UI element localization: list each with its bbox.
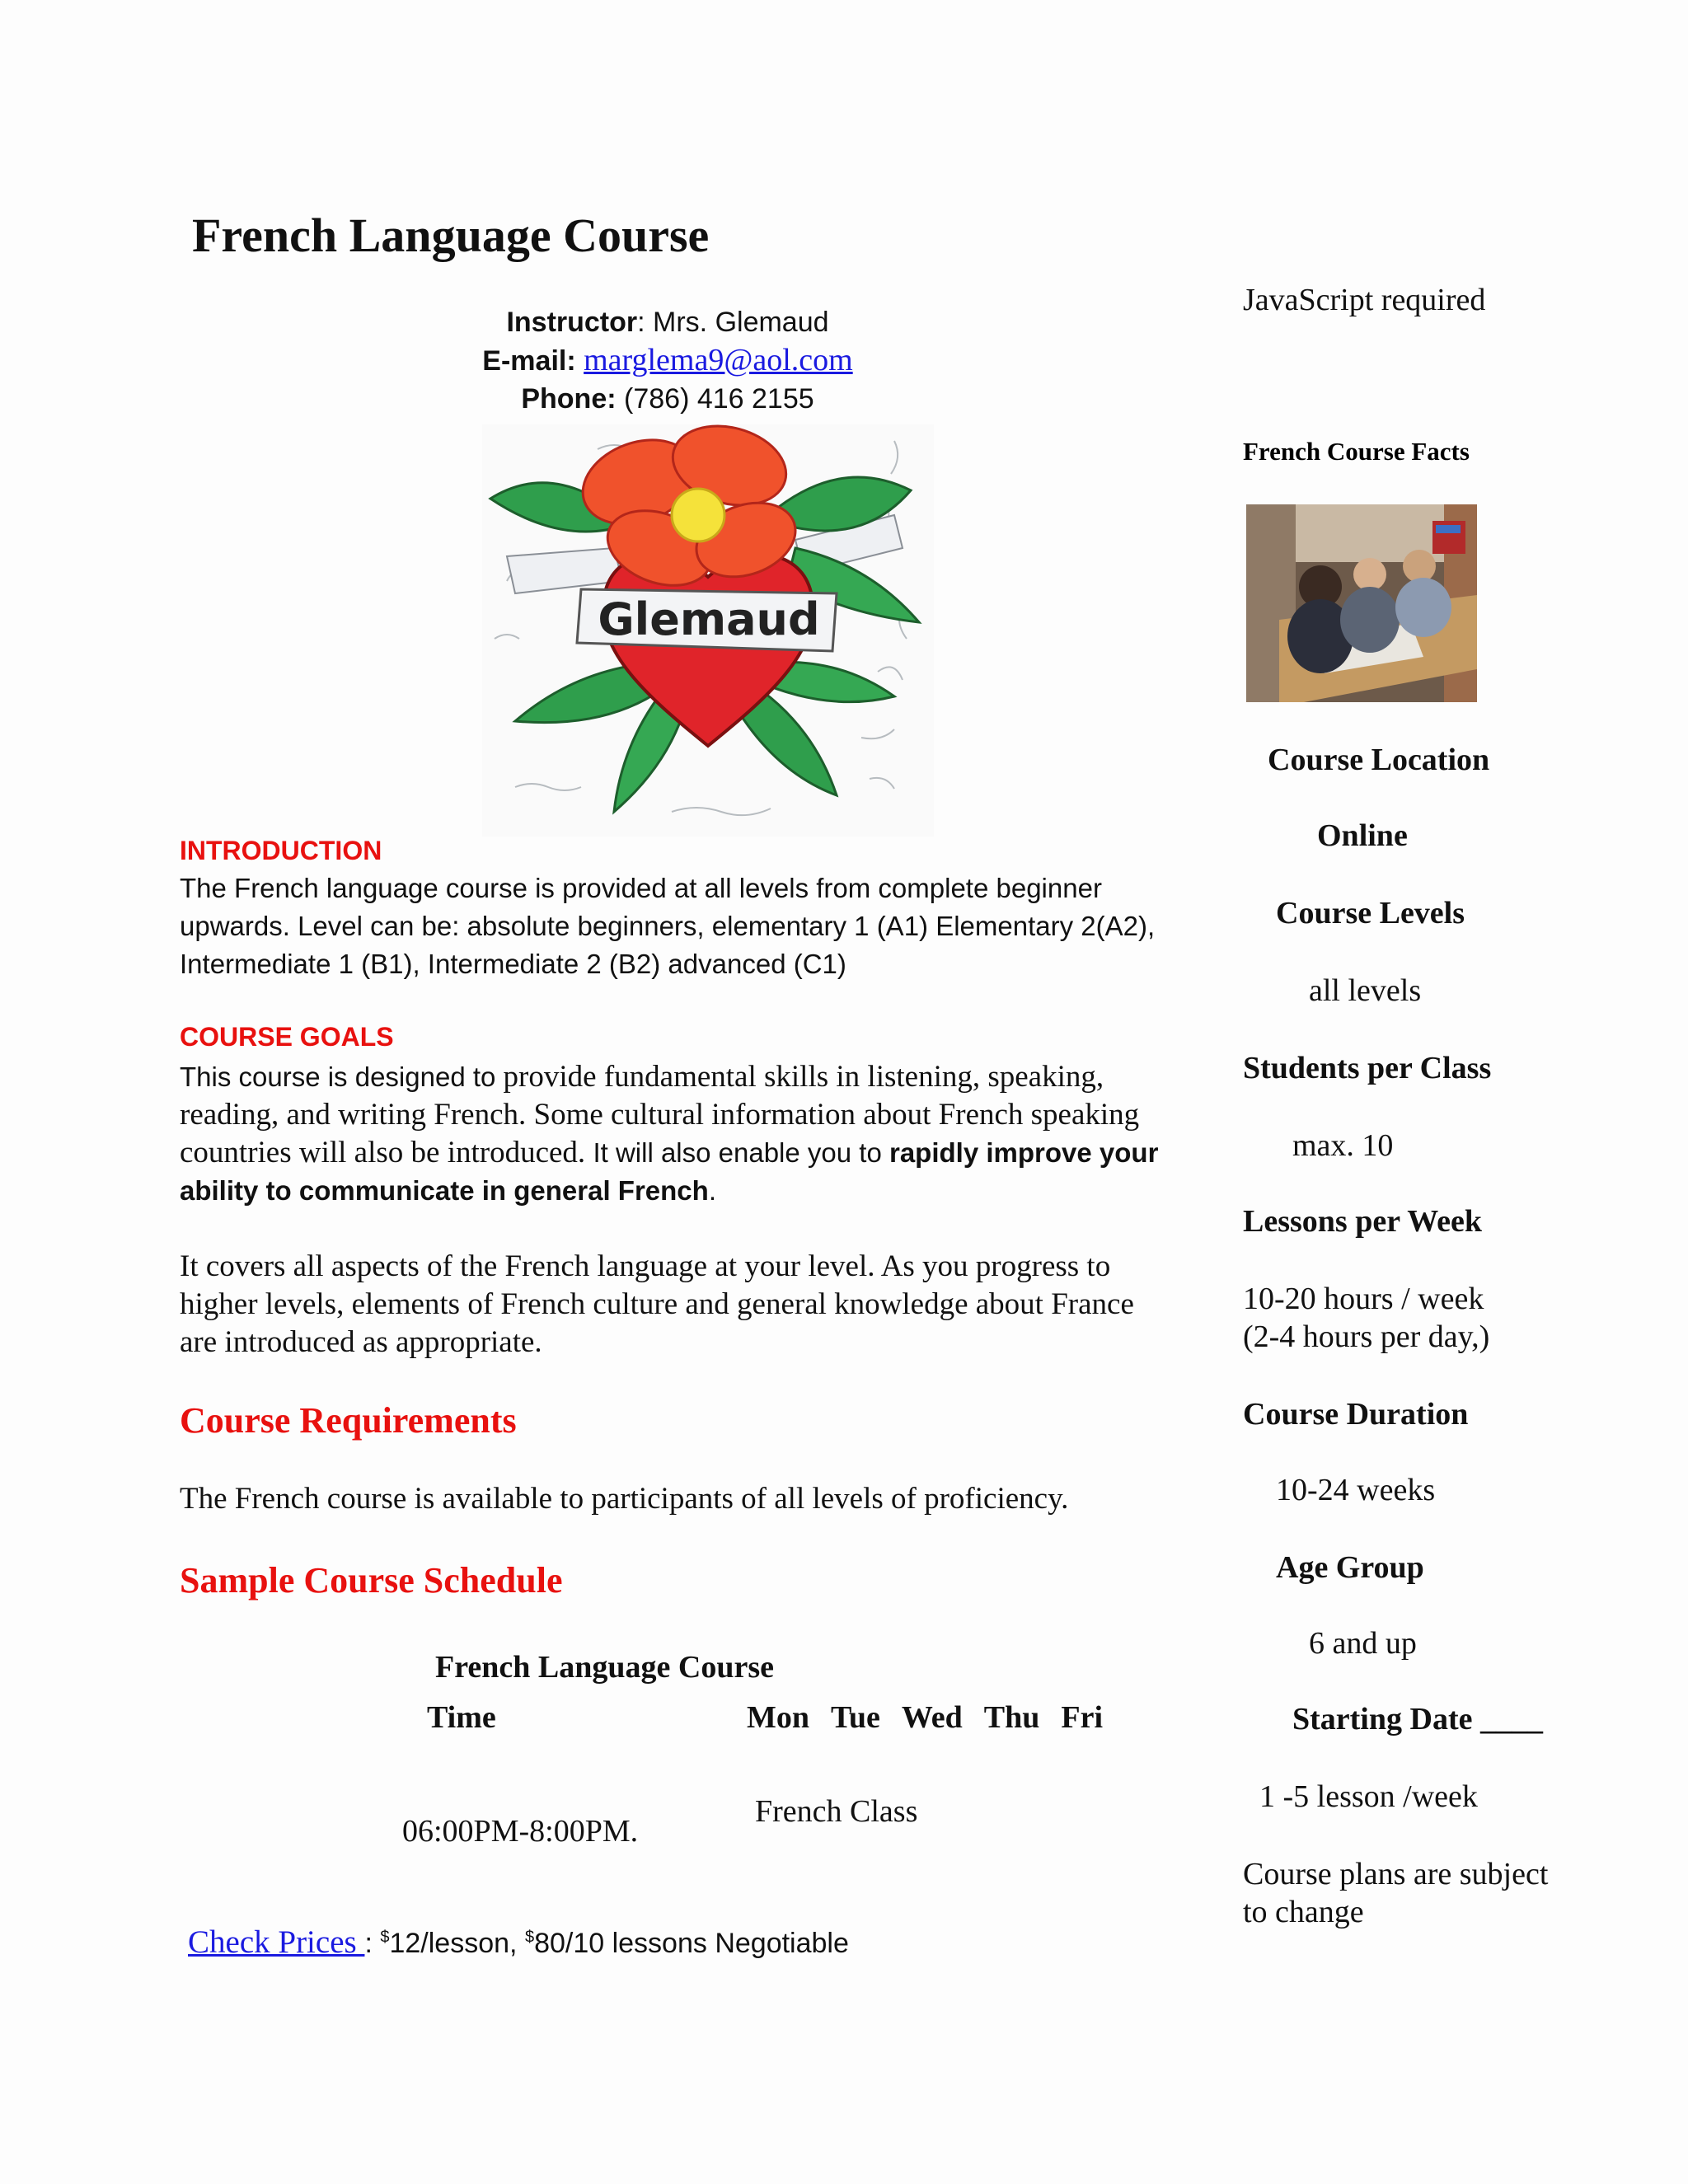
- email-line: E-mail: marglema9@aol.com: [482, 343, 853, 377]
- instructor-line: Instructor: Mrs. Glemaud: [506, 307, 829, 338]
- course-facts-title: French Course Facts: [1243, 437, 1470, 466]
- schedule-heading: Sample Course Schedule: [180, 1560, 563, 1601]
- fact-levels-value: all levels: [1309, 973, 1422, 1008]
- fact-note-line2: to change: [1243, 1895, 1364, 1929]
- day-header-mon: Mon: [747, 1700, 809, 1735]
- day-header-wed: Wed: [901, 1700, 963, 1735]
- course-goals-text: This course is designed to provide fundamental skills in listening, speaking, reading, and writing French. Some cultural information about French speaking countries will also be introduced. It will also enable you to rapidly improve your ability to communicate in general French.: [180, 1060, 1159, 1206]
- classroom-photo: [1246, 504, 1477, 702]
- fact-lessons-value: 10-20 hours / week: [1243, 1282, 1484, 1316]
- schedule-class-cell: French Class: [755, 1794, 918, 1829]
- course-goals-heading: COURSE GOALS: [180, 1022, 394, 1052]
- glemaud-heart-logo: [482, 424, 934, 837]
- schedule-time-cell: 06:00PM-8:00PM.: [402, 1814, 639, 1849]
- requirements-text: The French course is available to participants of all levels of proficiency.: [180, 1482, 1069, 1516]
- javascript-required-notice: JavaScript required: [1243, 283, 1486, 317]
- introduction-text: The French language course is provided at all levels from complete beginner upwards. Level can be: absolute beginners, elementary 1 (A1) Elementary 2(A2), Intermediate 1 (B1), Intermediate 2 (B2) advanced (C1): [180, 873, 1156, 979]
- fact-start-value: 1 -5 lesson /week: [1259, 1779, 1478, 1814]
- fact-lessons-label: Lessons per Week: [1243, 1204, 1482, 1239]
- day-header-fri: Fri: [1061, 1700, 1104, 1735]
- course-overview-text: It covers all aspects of the French language at your level. As you progress to higher levels, elements of French culture and general knowledge about France are introduced as appropriate.: [180, 1249, 1134, 1359]
- fact-students-value: max. 10: [1292, 1128, 1394, 1163]
- fact-age-label: Age Group: [1276, 1550, 1424, 1585]
- introduction-heading: INTRODUCTION: [180, 836, 382, 865]
- schedule-day-headers: [747, 1699, 1124, 1736]
- svg-text:Glemaud: Glemaud: [598, 593, 820, 645]
- fact-note-line1: Course plans are subject: [1243, 1857, 1549, 1891]
- fact-location-label: Course Location: [1268, 743, 1490, 777]
- fact-duration-value: 10-24 weeks: [1276, 1473, 1436, 1507]
- phone-line: Phone: (786) 416 2155: [521, 383, 814, 415]
- contact-block: [412, 303, 923, 418]
- fact-students-label: Students per Class: [1243, 1051, 1492, 1085]
- fact-duration-label: Course Duration: [1243, 1397, 1469, 1432]
- fact-location-value: Online: [1317, 818, 1408, 853]
- fact-lessons-value-detail: (2-4 hours per day,): [1243, 1319, 1490, 1354]
- prices-line: Check Prices : $12/lesson, $80/10 lessons Negotiable: [188, 1924, 849, 1960]
- fact-age-value: 6 and up: [1309, 1626, 1417, 1661]
- fact-start-label: Starting Date ____: [1292, 1702, 1543, 1736]
- schedule-time-header: Time: [427, 1700, 496, 1735]
- email-link[interactable]: marglema9@aol.com: [584, 343, 853, 377]
- schedule-table-title: French Language Course: [435, 1650, 774, 1685]
- day-header-tue: Tue: [831, 1700, 880, 1735]
- requirements-heading: Course Requirements: [180, 1400, 517, 1441]
- check-prices-link[interactable]: Check Prices: [188, 1924, 365, 1960]
- day-header-thu: Thu: [983, 1700, 1040, 1735]
- page-title: French Language Course: [192, 209, 710, 262]
- fact-levels-label: Course Levels: [1276, 896, 1465, 930]
